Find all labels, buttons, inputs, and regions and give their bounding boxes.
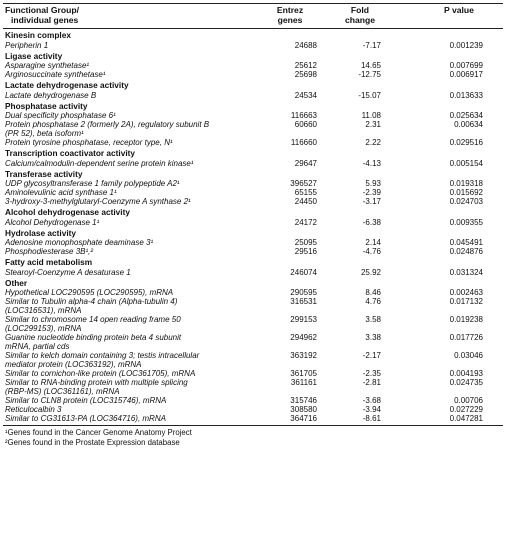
gene-name xyxy=(3,138,255,147)
gene-name-line: Protein phosphatase 2 (formerly 2A), regulatory subunit B xyxy=(5,120,210,129)
gene-name-line: Similar to cornichon-like protein (LOC361705), mRNA xyxy=(5,369,196,378)
entrez-id: 290595 xyxy=(290,288,317,297)
gene-name-line: Guanine nucleotide binding protein beta 4 subunit xyxy=(5,333,182,342)
fold-change: -3.94 xyxy=(362,405,381,414)
group-row xyxy=(3,50,503,62)
header-fold-line1: Fold xyxy=(350,5,370,15)
p-value: 0.017132 xyxy=(449,297,483,306)
entrez-id: 24688 xyxy=(294,40,317,50)
header-entrez-genes xyxy=(255,4,325,29)
gene-table-figure xyxy=(3,3,503,448)
gene-name xyxy=(3,288,255,297)
gene-name-line: Peripherin 1 xyxy=(5,40,49,50)
fold-change: -4.76 xyxy=(362,247,381,256)
gene-name xyxy=(3,351,255,369)
header-functional-group xyxy=(3,4,255,29)
gene-name xyxy=(3,91,255,100)
table-body xyxy=(3,29,503,426)
gene-row xyxy=(3,197,503,206)
gene-name-line: Phosphodiesterase 3B¹,² xyxy=(5,247,94,256)
fold-change: -2.17 xyxy=(362,351,381,360)
fold-change: 8.46 xyxy=(365,288,381,297)
gene-row xyxy=(3,61,503,70)
p-value: 0.019238 xyxy=(449,315,483,324)
gene-name-line: Lactate dehydrogenase B xyxy=(5,90,97,100)
fold-change: -8.61 xyxy=(325,414,395,426)
group-label: Ligase activity xyxy=(5,50,63,61)
entrez-id: 29516 xyxy=(294,247,317,256)
fold-change: 4.76 xyxy=(365,297,381,306)
gene-row xyxy=(3,111,503,120)
gene-row xyxy=(3,405,503,414)
entrez-id: 24172 xyxy=(294,217,317,227)
gene-row xyxy=(3,91,503,100)
p-value: 0.00706 xyxy=(454,396,483,405)
gene-name xyxy=(3,218,255,227)
gene-row xyxy=(3,288,503,297)
gene-name-line: Similar to RNA-binding protein with multiple splicing xyxy=(5,378,188,387)
fold-change: 11.08 xyxy=(361,111,381,120)
gene-name xyxy=(3,41,255,50)
p-value: 0.015692 xyxy=(449,188,483,197)
gene-name-line: Arginosuccinate synthetase¹ xyxy=(5,70,106,79)
gene-row xyxy=(3,414,503,426)
group-label: Alcohol dehydrogenase activity xyxy=(5,207,130,217)
fold-change: -2.39 xyxy=(362,188,381,197)
group-row xyxy=(3,277,503,289)
group-row xyxy=(3,147,503,159)
fold-change: -2.35 xyxy=(362,369,381,378)
entrez-id: 308580 xyxy=(290,405,317,414)
p-value: 0.024735 xyxy=(449,378,483,387)
fold-change: 2.14 xyxy=(365,238,381,247)
p-value: 0.001239 xyxy=(449,40,483,50)
fold-change: 25.92 xyxy=(360,267,381,277)
gene-row xyxy=(3,41,503,50)
entrez-id: 25095 xyxy=(294,238,317,247)
gene-name xyxy=(3,414,255,426)
p-value: 0.019318 xyxy=(449,179,483,188)
gene-name-line: mRNA, partial cds xyxy=(5,342,70,351)
gene-name-line: Stearoyl-Coenzyme A desaturase 1 xyxy=(5,267,131,277)
gene-name xyxy=(3,378,255,396)
p-value: 0.045491 xyxy=(449,238,483,247)
group-row xyxy=(3,100,503,112)
p-value: 0.006917 xyxy=(449,70,483,79)
entrez-id: 116660 xyxy=(290,138,317,147)
gene-name-line: (RBP-MS) (LOC361161), mRNA xyxy=(5,387,120,396)
header-functional-group-line1: Functional Group/ xyxy=(5,5,79,15)
fold-change: 5.93 xyxy=(365,179,381,188)
gene-row xyxy=(3,297,503,315)
group-row xyxy=(3,168,503,180)
entrez-id: 24450 xyxy=(294,197,317,206)
p-value: 0.024703 xyxy=(449,197,483,206)
p-value: 0.007699 xyxy=(449,61,483,70)
entrez-id: 299153 xyxy=(290,315,317,324)
gene-row xyxy=(3,120,503,138)
p-value: 0.029516 xyxy=(449,138,483,147)
gene-name xyxy=(3,61,255,70)
p-value: 0.027229 xyxy=(449,405,483,414)
header-entrez-line2: genes xyxy=(277,15,303,25)
gene-name-line: Calcium/calmodulin-dependent serine protein kinase¹ xyxy=(5,158,194,168)
gene-row xyxy=(3,351,503,369)
group-label: Fatty acid metabolism xyxy=(5,257,93,267)
footnotes xyxy=(3,428,503,448)
group-label: Transcription coactivator activity xyxy=(5,148,136,158)
entrez-id: 396527 xyxy=(290,179,317,188)
entrez-id: 25698 xyxy=(294,70,317,79)
p-value: 0.004193 xyxy=(449,369,483,378)
gene-name-line: 3-hydroxy-3-methylglutaryl-Coenzyme A synthase 2¹ xyxy=(5,197,191,206)
entrez-id: 25612 xyxy=(294,61,317,70)
gene-row xyxy=(3,138,503,147)
entrez-id: 116663 xyxy=(290,111,317,120)
p-value: 0.009355 xyxy=(449,217,483,227)
entrez-id: 361705 xyxy=(290,369,317,378)
fold-change: 2.22 xyxy=(365,138,381,147)
footnote-1: ¹Genes found in the Cancer Genome Anatomy Project xyxy=(5,428,192,437)
entrez-id: 60660 xyxy=(294,120,317,129)
p-value: 0.005154 xyxy=(449,158,483,168)
gene-name xyxy=(3,315,255,333)
group-row xyxy=(3,29,503,41)
gene-name xyxy=(3,179,255,188)
p-value: 0.03046 xyxy=(454,351,483,360)
gene-name xyxy=(3,268,255,277)
gene-name-line: Similar to CLN8 protein (LOC315746), mRNA xyxy=(5,396,167,405)
fold-change: 3.38 xyxy=(365,333,381,342)
gene-row xyxy=(3,268,503,277)
gene-row xyxy=(3,159,503,168)
fold-change: 3.58 xyxy=(365,315,381,324)
fold-change: 14.65 xyxy=(360,61,381,70)
fold-change: -2.81 xyxy=(362,378,381,387)
group-row xyxy=(3,79,503,91)
group-label: Phosphatase activity xyxy=(5,100,88,111)
gene-name-line: Aminolevulinic acid synthase 1¹ xyxy=(5,188,117,197)
p-value: 0.025634 xyxy=(449,111,483,120)
entrez-id: 363192 xyxy=(290,351,317,360)
gene-name xyxy=(3,197,255,206)
gene-name xyxy=(3,188,255,197)
gene-name xyxy=(3,297,255,315)
gene-name-line: mediator protein (LOC363192), mRNA xyxy=(5,360,142,369)
header-functional-group-line2: individual genes xyxy=(11,15,79,25)
gene-name xyxy=(3,238,255,247)
gene-expression-table xyxy=(3,3,503,426)
gene-name-line: Protein tyrosine phosphatase, receptor type, N¹ xyxy=(5,138,173,147)
gene-name xyxy=(3,333,255,351)
fold-change: -12.75 xyxy=(358,70,381,79)
p-value: 0.031324 xyxy=(449,267,483,277)
group-label: Transferase activity xyxy=(5,168,83,179)
gene-row xyxy=(3,218,503,227)
gene-row xyxy=(3,378,503,396)
footnote-2: ²Genes found in the Prostate Expression database xyxy=(5,438,180,447)
gene-name xyxy=(3,120,255,138)
group-row xyxy=(3,206,503,218)
gene-name-line: Similar to CG31613-PA (LOC364716), mRNA xyxy=(5,414,166,423)
fold-change: -3.68 xyxy=(362,396,381,405)
entrez-id: 364716 xyxy=(255,414,325,426)
gene-name xyxy=(3,247,255,256)
gene-name-line: Reticulocalbin 3 xyxy=(5,405,62,414)
gene-name xyxy=(3,111,255,120)
gene-name-line: Similar to kelch domain containing 3; testis intracellular xyxy=(5,351,200,360)
entrez-id: 24534 xyxy=(294,90,317,100)
gene-name-line: Alcohol Dehydrogenase 1¹ xyxy=(5,217,100,227)
gene-row xyxy=(3,396,503,405)
gene-row xyxy=(3,369,503,378)
header-entrez-line1: Entrez xyxy=(276,5,304,15)
gene-name-line: Asparagine synthetase¹ xyxy=(5,61,90,70)
header-fold-line2: change xyxy=(344,15,376,25)
header-row xyxy=(3,4,503,29)
gene-name xyxy=(3,159,255,168)
fold-change: -3.17 xyxy=(362,197,381,206)
group-label: Other xyxy=(5,277,28,288)
entrez-id: 294962 xyxy=(290,333,317,342)
gene-row xyxy=(3,315,503,333)
entrez-id: 315746 xyxy=(290,396,317,405)
p-value: 0.017726 xyxy=(449,333,483,342)
gene-row xyxy=(3,70,503,79)
group-row xyxy=(3,256,503,268)
gene-row xyxy=(3,238,503,247)
group-label: Hydrolase activity xyxy=(5,227,77,238)
fold-change: -15.07 xyxy=(358,90,381,100)
fold-change: -7.17 xyxy=(362,40,381,50)
entrez-id: 246074 xyxy=(290,267,317,277)
gene-name-line: Hypothetical LOC290595 (LOC290595), mRNA xyxy=(5,288,174,297)
p-value: 0.013633 xyxy=(449,90,483,100)
gene-name xyxy=(3,396,255,405)
entrez-id: 316531 xyxy=(290,297,317,306)
gene-row xyxy=(3,333,503,351)
gene-row xyxy=(3,188,503,197)
gene-name-line: Similar to chromosome 14 open reading frame 50 xyxy=(5,315,181,324)
gene-name-line: Adenosine monophosphate deaminase 3¹ xyxy=(5,238,154,247)
gene-name xyxy=(3,70,255,79)
p-value: 0.00634 xyxy=(454,120,483,129)
entrez-id: 65155 xyxy=(294,188,317,197)
gene-name-line: Similar to Tubulin alpha-4 chain (Alpha-tubulin 4) xyxy=(5,297,178,306)
fold-change: -6.38 xyxy=(362,217,381,227)
fold-change: 2.31 xyxy=(365,120,381,129)
p-value: 0.047281 xyxy=(395,414,503,426)
header-fold-change xyxy=(325,4,395,29)
group-label: Kinesin complex xyxy=(5,30,71,40)
gene-row xyxy=(3,179,503,188)
p-value: 0.024876 xyxy=(449,247,483,256)
gene-name-line: (LOC299153), mRNA xyxy=(5,324,82,333)
gene-row xyxy=(3,247,503,256)
p-value: 0.002463 xyxy=(449,288,483,297)
entrez-id: 361161 xyxy=(290,378,317,387)
header-p-value: P value xyxy=(395,4,503,29)
entrez-id: 29647 xyxy=(294,158,317,168)
gene-name-line: Dual specificity phosphatase 6¹ xyxy=(5,111,116,120)
group-label: Lactate dehydrogenase activity xyxy=(5,80,129,90)
fold-change: -4.13 xyxy=(362,158,381,168)
gene-name-line: (PR 52), beta isoform¹ xyxy=(5,129,84,138)
gene-name xyxy=(3,405,255,414)
group-row xyxy=(3,227,503,239)
gene-name-line: (LOC316531), mRNA xyxy=(5,306,82,315)
gene-name xyxy=(3,369,255,378)
gene-name-line: UDP glycosyltransferase 1 family polypeptide A2¹ xyxy=(5,179,180,188)
